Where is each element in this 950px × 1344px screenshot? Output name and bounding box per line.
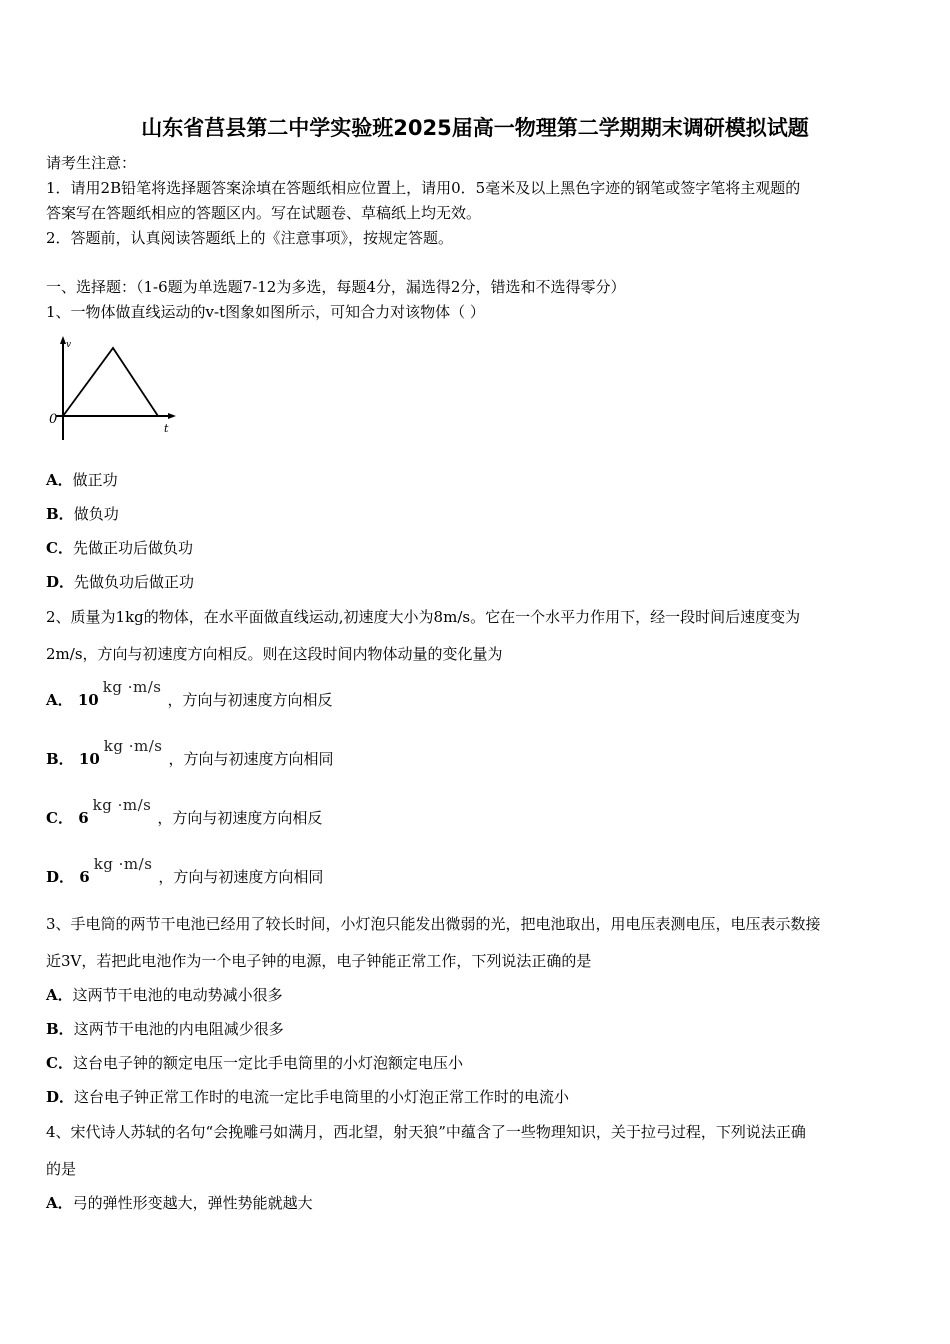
question-3-stem-cont: 近3V，若把此电池作为一个电子钟的电源，电子钟能正常工作，下列说法正确的是 xyxy=(46,952,592,970)
q4-option-a: A．弓的弹性形变越大，弹性势能就越大 xyxy=(46,1194,313,1212)
notice-item: 1．请用2B铅笔将选择题答案涂填在答题纸相应位置上，请用0．5毫米及以上黑色字迹的钢笔或签字笔将主观题的 xyxy=(46,179,801,197)
t-axis-label: t xyxy=(164,422,169,435)
unit-label: kg ·m/s xyxy=(92,796,152,814)
q2-option-d: D． 6kg ·m/s，方向与初速度方向相同 xyxy=(46,855,324,886)
section-heading: 一、选择题：（1-6题为单选题7-12为多选，每题4分，漏选得2分，错选和不选得零分） xyxy=(46,278,626,296)
q1-option-a: A．做正功 xyxy=(46,471,118,489)
q1-option-d: D．先做负功后做正功 xyxy=(46,573,195,591)
q3-option-c: C．这台电子钟的额定电压一定比手电筒里的小灯泡额定电压小 xyxy=(46,1054,463,1072)
notice-item: 答案写在答题纸相应的答题区内。写在试题卷、草稿纸上均无效。 xyxy=(46,204,482,222)
question-3-stem: 3、手电筒的两节干电池已经用了较长时间，小灯泡只能发出微弱的光，把电池取出，用电压表测电压，电压表示数接 xyxy=(46,915,821,933)
unit-label: kg ·m/s xyxy=(102,678,162,696)
notice-item: 2．答题前，认真阅读答题纸上的《注意事项》，按规定答题。 xyxy=(46,229,454,247)
q3-option-b: B．这两节干电池的内电阻减少很多 xyxy=(46,1020,284,1038)
q3-option-a: A．这两节干电池的电动势减小很多 xyxy=(46,986,283,1004)
question-4-stem: 4、宋代诗人苏轼的名句“会挽雕弓如满月，西北望，射天狼”中蕴含了一些物理知识，关于拉弓过程，下列说法正确 xyxy=(46,1123,806,1141)
vt-line xyxy=(63,348,158,416)
page-title: 山东省莒县第二中学实验班2025届高一物理第二学期期末调研模拟试题 xyxy=(141,116,809,140)
unit-label: kg ·m/s xyxy=(93,855,153,873)
q3-option-d: D．这台电子钟正常工作时的电流一定比手电筒里的小灯泡正常工作时的电流小 xyxy=(46,1088,570,1106)
vt-graph xyxy=(46,333,178,443)
question-2-stem: 2、质量为1kg的物体，在水平面做直线运动,初速度大小为8m/s。它在一个水平力作用下，经一段时间后速度变为 xyxy=(46,608,801,626)
question-2-stem-cont: 2m/s，方向与初速度方向相反。则在这段时间内物体动量的变化量为 xyxy=(46,645,503,663)
q2-option-b: B． 10kg ·m/s，方向与初速度方向相同 xyxy=(46,737,334,768)
unit-label: kg ·m/s xyxy=(103,737,163,755)
v-axis-label: v xyxy=(66,340,72,350)
q1-option-b: B．做负功 xyxy=(46,505,119,523)
question-1-stem: 1、一物体做直线运动的v-t图象如图所示，可知合力对该物体（ ） xyxy=(46,303,485,321)
question-4-stem-cont: 的是 xyxy=(46,1160,77,1178)
notice-heading: 请考生注意： xyxy=(46,154,137,172)
q2-option-c: C． 6kg ·m/s，方向与初速度方向相反 xyxy=(46,796,323,827)
q2-option-a: A． 10kg ·m/s，方向与初速度方向相反 xyxy=(46,678,333,709)
t-axis-arrow xyxy=(168,413,176,419)
origin-label: 0 xyxy=(49,412,58,427)
q1-option-c: C．先做正功后做负功 xyxy=(46,539,193,557)
